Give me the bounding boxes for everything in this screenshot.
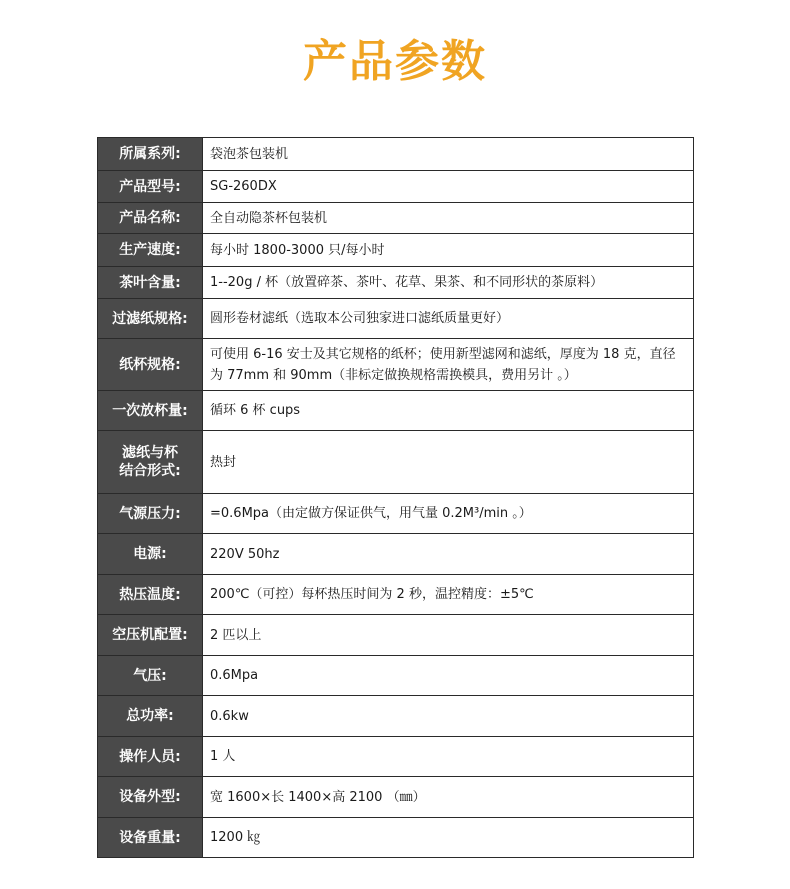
row-label: 一次放杯量: — [112, 402, 188, 419]
table-row — [98, 339, 694, 391]
table-row — [98, 818, 694, 858]
row-label-cell — [98, 234, 203, 267]
row-value: 0.6kw — [210, 708, 249, 724]
row-value-cell — [203, 575, 694, 615]
row-value: 0.6Mpa — [210, 668, 259, 683]
row-label: 所属系列: — [119, 146, 181, 162]
table-row — [98, 575, 694, 615]
row-value-cell — [203, 138, 694, 171]
row-label: 气源压力: — [119, 505, 181, 522]
row-label: 总功率: — [126, 708, 174, 724]
row-label: 热压温度: — [119, 586, 181, 603]
row-value-cell — [203, 534, 694, 575]
row-value: 2 匹以上 — [210, 627, 262, 643]
row-value-cell — [203, 737, 694, 777]
row-label-cell — [98, 171, 203, 203]
row-label: 滤纸与杯 结合形式: — [119, 445, 181, 479]
row-label-cell — [98, 777, 203, 818]
table-row — [98, 391, 694, 431]
row-label: 过滤纸规格: — [112, 310, 188, 327]
row-value: 1200 ㎏ — [210, 830, 261, 845]
table-row — [98, 171, 694, 203]
row-label-cell — [98, 696, 203, 737]
row-value-cell — [203, 777, 694, 818]
row-label-cell — [98, 203, 203, 234]
row-value: 每小时 1800-3000 只/每小时 — [210, 242, 385, 258]
row-value: 全自动隐茶杯包装机 — [210, 210, 328, 226]
table-row — [98, 267, 694, 299]
table-row — [98, 696, 694, 737]
row-value-cell — [203, 391, 694, 431]
table-row — [98, 431, 694, 494]
row-value-cell — [203, 494, 694, 534]
row-value-cell — [203, 339, 694, 391]
row-value-cell — [203, 299, 694, 339]
row-value: 宽 1600×长 1400×高 2100 （㎜） — [210, 789, 426, 805]
row-label-cell — [98, 615, 203, 656]
row-value-cell — [203, 656, 694, 696]
table-row — [98, 299, 694, 339]
row-label-cell — [98, 339, 203, 391]
row-label-cell — [98, 299, 203, 339]
spec-table — [97, 137, 694, 858]
table-row — [98, 777, 694, 818]
table-row — [98, 534, 694, 575]
table-row — [98, 234, 694, 267]
table-row — [98, 203, 694, 234]
row-label: 操作人员: — [119, 748, 181, 765]
row-label-cell — [98, 391, 203, 431]
row-label: 纸杯规格: — [119, 356, 181, 373]
row-value: 热封 — [210, 454, 237, 470]
row-value: 220V 50hz — [210, 546, 280, 562]
row-value-cell — [203, 818, 694, 858]
table-row — [98, 138, 694, 171]
row-value: 可使用 6-16 安士及其它规格的纸杯；使用新型滤网和滤纸，厚度为 18 克，直径为 77mm 和 90mm（非标定做换规格需换模具，费用另计 。） — [210, 346, 676, 383]
row-label-cell — [98, 138, 203, 171]
row-value-cell — [203, 203, 694, 234]
row-value: =0.6Mpa（由定做方保证供气，用气量 0.2M³/min 。） — [210, 506, 532, 521]
row-value-cell — [203, 267, 694, 299]
table-row — [98, 737, 694, 777]
row-value: 循环 6 杯 cups — [210, 403, 301, 418]
row-value: SG-260DX — [210, 179, 277, 194]
row-label-cell — [98, 534, 203, 575]
row-label: 设备外型: — [119, 789, 181, 805]
row-value-cell — [203, 696, 694, 737]
row-value: 1 人 — [210, 749, 236, 764]
row-label-cell — [98, 818, 203, 858]
row-value-cell — [203, 234, 694, 267]
row-label-cell — [98, 656, 203, 696]
row-value: 200℃（可控）每杯热压时间为 2 秒，温控精度：±5℃ — [210, 587, 534, 602]
row-label-cell — [98, 267, 203, 299]
row-value: 圆形卷材滤纸（选取本公司独家进口滤纸质量更好） — [210, 311, 510, 326]
row-label: 电源: — [133, 546, 167, 562]
row-value-cell — [203, 431, 694, 494]
row-value: 袋泡茶包装机 — [210, 146, 289, 162]
page-title: 产品参数 — [303, 36, 487, 87]
row-label: 气压: — [133, 667, 167, 684]
row-value-cell — [203, 171, 694, 203]
row-label: 空压机配置: — [112, 627, 188, 643]
row-label: 设备重量: — [119, 829, 181, 846]
row-label: 茶叶含量: — [119, 274, 181, 291]
row-value: 1--20g / 杯（放置碎茶、茶叶、花草、果茶、和不同形状的茶原料） — [210, 275, 604, 290]
table-row — [98, 656, 694, 696]
row-label: 生产速度: — [119, 242, 181, 258]
row-label: 产品名称: — [119, 210, 181, 226]
table-row — [98, 494, 694, 534]
row-label-cell — [98, 737, 203, 777]
row-label-cell — [98, 431, 203, 494]
row-label: 产品型号: — [119, 178, 181, 195]
row-label-cell — [98, 494, 203, 534]
row-label-cell — [98, 575, 203, 615]
table-row — [98, 615, 694, 656]
row-value-cell — [203, 615, 694, 656]
